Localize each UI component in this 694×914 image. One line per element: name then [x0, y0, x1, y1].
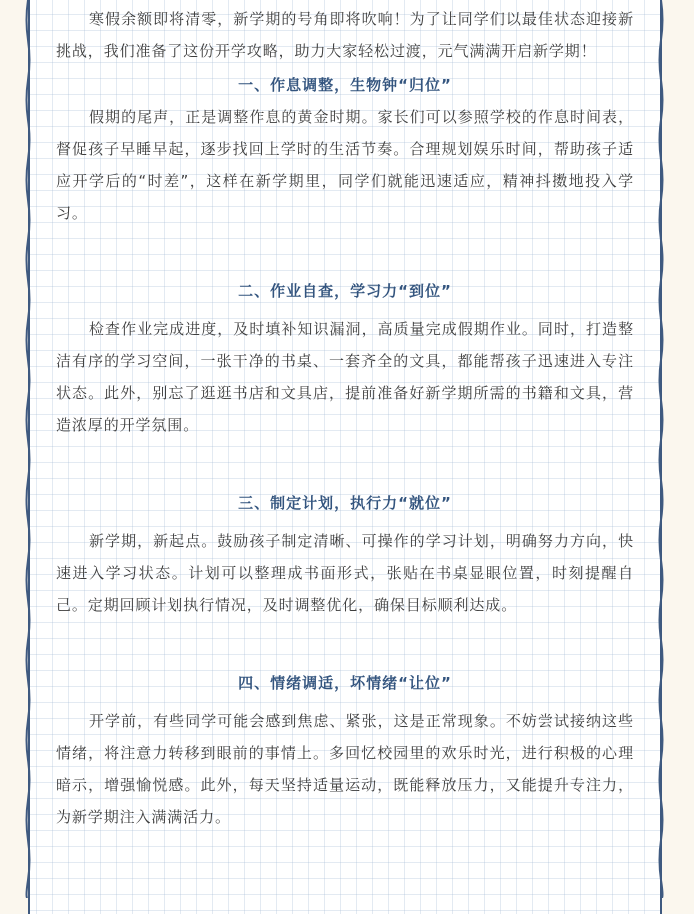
section-paragraph-homework: 检查作业完成进度，及时填补知识漏洞，高质量完成假期作业。同时，打造整洁有序的学习空间，一张干净的书桌、一套齐全的文具，都能帮孩子迅速进入专注状态。此外，别忘了逛逛书店和文具店，提前准备好新学期所需的书籍和文具，营造浓厚的开学氛围。	[56, 320, 634, 434]
section-heading-plan: 三、制定计划，执行力“就位”	[238, 494, 452, 512]
left-wavy-border	[24, 0, 32, 898]
right-wavy-border	[657, 0, 665, 898]
section-paragraph-schedule: 假期的尾声，正是调整作息的黄金时期。家长们可以参照学校的作息时间表，督促孩子早睡早起，逐步找回上学时的生活节奏。合理规划娱乐时间，帮助孩子适应开学后的“时差”，这样在新学期里，同学们就能迅速适应，精神抖擞地投入学习。	[56, 108, 634, 222]
intro-paragraph: 寒假余额即将清零，新学期的号角即将吹响！为了让同学们以最佳状态迎接新挑战，我们准备了这份开学攻略，助力大家轻松过渡，元气满满开启新学期！	[56, 10, 634, 60]
article-body	[56, 3, 634, 833]
section-paragraph-emotion: 开学前，有些同学可能会感到焦虑、紧张，这是正常现象。不妨尝试接纳这些情绪，将注意力转移到眼前的事情上。多回忆校园里的欢乐时光，进行积极的心理暗示，增强愉悦感。此外，每天坚持适量运动，既能释放压力，又能提升专注力，为新学期注入满满活力。	[56, 712, 634, 826]
section-paragraph-plan: 新学期，新起点。鼓励孩子制定清晰、可操作的学习计划，明确努力方向，快速进入学习状态。计划可以整理成书面形式，张贴在书桌显眼位置，时刻提醒自己。定期回顾计划执行情况，及时调整优化，确保目标顺利达成。	[56, 532, 634, 614]
section-heading-schedule: 一、作息调整，生物钟“归位”	[238, 76, 452, 94]
section-heading-homework: 二、作业自查，学习力“到位”	[238, 282, 452, 300]
section-heading-emotion: 四、情绪调适，坏情绪“让位”	[238, 674, 452, 692]
